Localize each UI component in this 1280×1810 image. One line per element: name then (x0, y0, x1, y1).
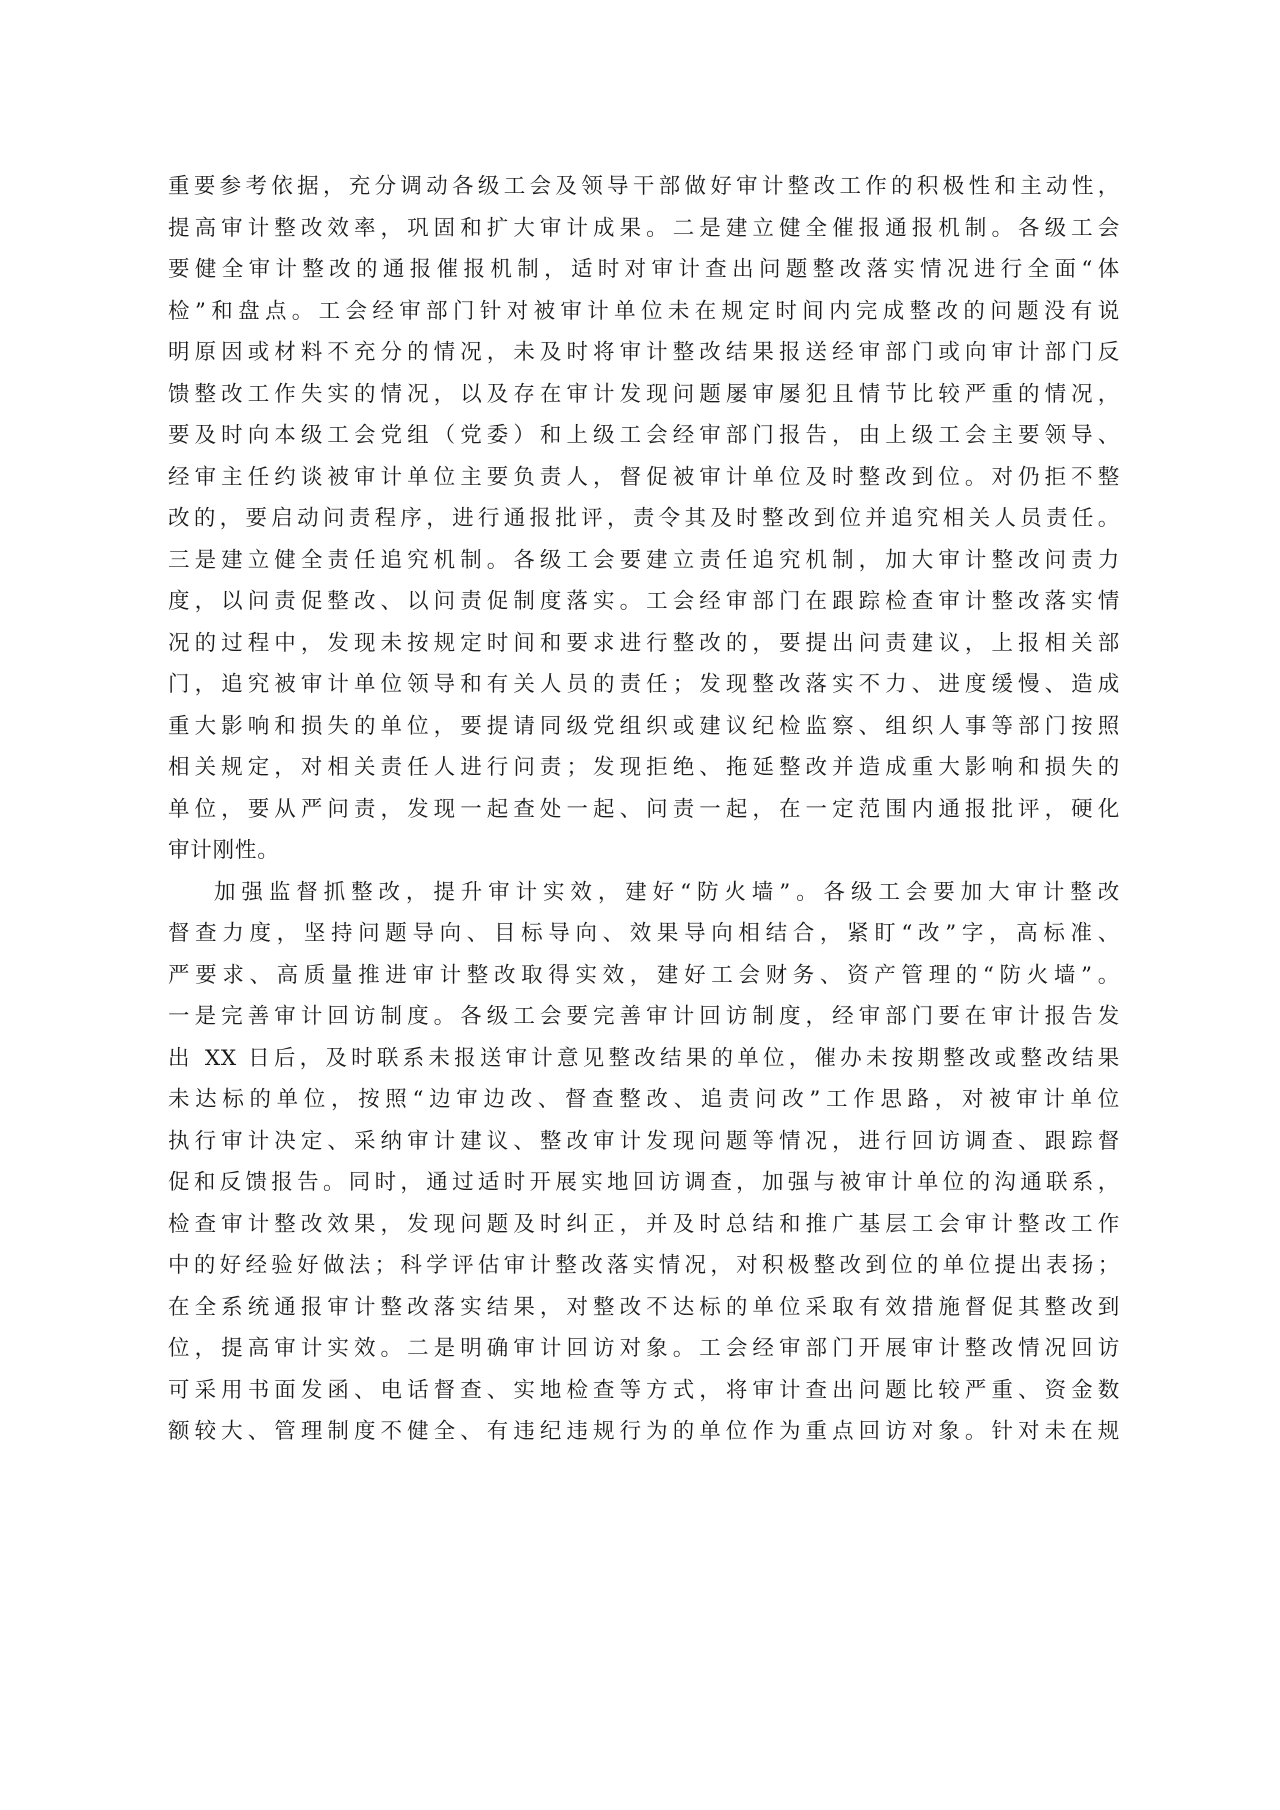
text-line: 一是完善审计回访制度。各级工会要完善审计回访制度，经审部门要在审计报告发 (168, 1004, 1120, 1029)
text-line: 单位，要从严问责，发现一起查处一起、问责一起，在一定范围内通报批评，硬化 (168, 796, 1120, 822)
text-line: 督查力度，坚持问题导向、目标导向、效果导向相结合，紧盯“改”字，高标准、 (168, 921, 1120, 946)
text-line: 中的好经验好做法；科学评估审计整改落实情况，对积极整改到位的单位提出表扬； (168, 1253, 1120, 1278)
text-line: 明原因或材料不充分的情况，未及时将审计整改结果报送经审部门或向审计部门反 (168, 340, 1120, 365)
text-line: 执行审计决定、采纳审计建议、整改审计发现问题等情况，进行回访调查、跟踪督 (168, 1128, 1120, 1154)
text-line: 馈整改工作失实的情况，以及存在审计发现问题屡审屡犯且情节比较严重的情况， (168, 381, 1120, 407)
text-line: 重要参考依据，充分调动各级工会及领导干部做好审计整改工作的积极性和主动性， (168, 174, 1120, 199)
text-line: 检”和盘点。工会经审部门针对被审计单位未在规定时间内完成整改的问题没有说 (168, 298, 1120, 324)
text-line: 检查审计整改效果，发现问题及时纠正，并及时总结和推广基层工会审计整改工作 (168, 1211, 1120, 1237)
text-line: 况的过程中，发现未按规定时间和要求进行整改的，要提出问责建议，上报相关部 (168, 630, 1120, 656)
text-line: 出 XX 日后，及时联系未报送审计意见整改结果的单位，催办未按期整改或整改结果 (168, 1045, 1120, 1071)
text-line: 未达标的单位，按照“边审边改、督查整改、追责问改”工作思路，对被审计单位 (168, 1087, 1120, 1112)
text-line: 位，提高审计实效。二是明确审计回访对象。工会经审部门开展审计整改情况回访 (168, 1336, 1120, 1361)
text-line: 经审主任约谈被审计单位主要负责人，督促被审计单位及时整改到位。对仍拒不整 (168, 464, 1120, 490)
paragraph-accountability-mechanisms (168, 166, 1120, 872)
text-line: 在全系统通报审计整改落实结果，对整改不达标的单位采取有效措施督促其整改到 (168, 1294, 1120, 1320)
text-line: 可采用书面发函、电话督查、实地检查等方式，将审计查出问题比较严重、资金数 (168, 1377, 1120, 1403)
text-line: 相关规定，对相关责任人进行问责；发现拒绝、拖延整改并造成重大影响和损失的 (168, 755, 1120, 780)
text-line: 改的，要启动问责程序，进行通报批评，责令其及时整改到位并追究相关人员责任。 (168, 506, 1120, 531)
document-body (168, 166, 1120, 1453)
text-line: 加强监督抓整改，提升审计实效，建好“防火墙”。各级工会要加大审计整改 (214, 879, 1120, 905)
text-line: 重大影响和损失的单位，要提请同级党组织或建议纪检监察、组织人事等部门按照 (168, 713, 1120, 739)
text-line: 审计刚性。 (168, 838, 280, 863)
text-line: 三是建立健全责任追究机制。各级工会要建立责任追究机制，加大审计整改问责力 (168, 547, 1120, 573)
text-line: 严要求、高质量推进审计整改取得实效，建好工会财务、资产管理的“防火墙”。 (168, 962, 1120, 988)
text-line: 要及时向本级工会党组（党委）和上级工会经审部门报告，由上级工会主要领导、 (168, 423, 1120, 448)
text-line: 额较大、管理制度不健全、有违纪违规行为的单位作为重点回访对象。针对未在规 (168, 1419, 1120, 1444)
text-line: 度，以问责促整改、以问责促制度落实。工会经审部门在跟踪检查审计整改落实情 (168, 589, 1120, 614)
text-line: 要健全审计整改的通报催报机制，适时对审计查出问题整改落实情况进行全面“体 (168, 257, 1120, 282)
text-line: 促和反馈报告。同时，通过适时开展实地回访调查，加强与被审计单位的沟通联系， (168, 1170, 1120, 1195)
text-line: 提高审计整改效率，巩固和扩大审计成果。二是建立健全催报通报机制。各级工会 (168, 215, 1120, 241)
paragraph-supervision-firewall (168, 872, 1120, 1453)
text-line: 门，追究被审计单位领导和有关人员的责任；发现整改落实不力、进度缓慢、造成 (168, 672, 1120, 697)
